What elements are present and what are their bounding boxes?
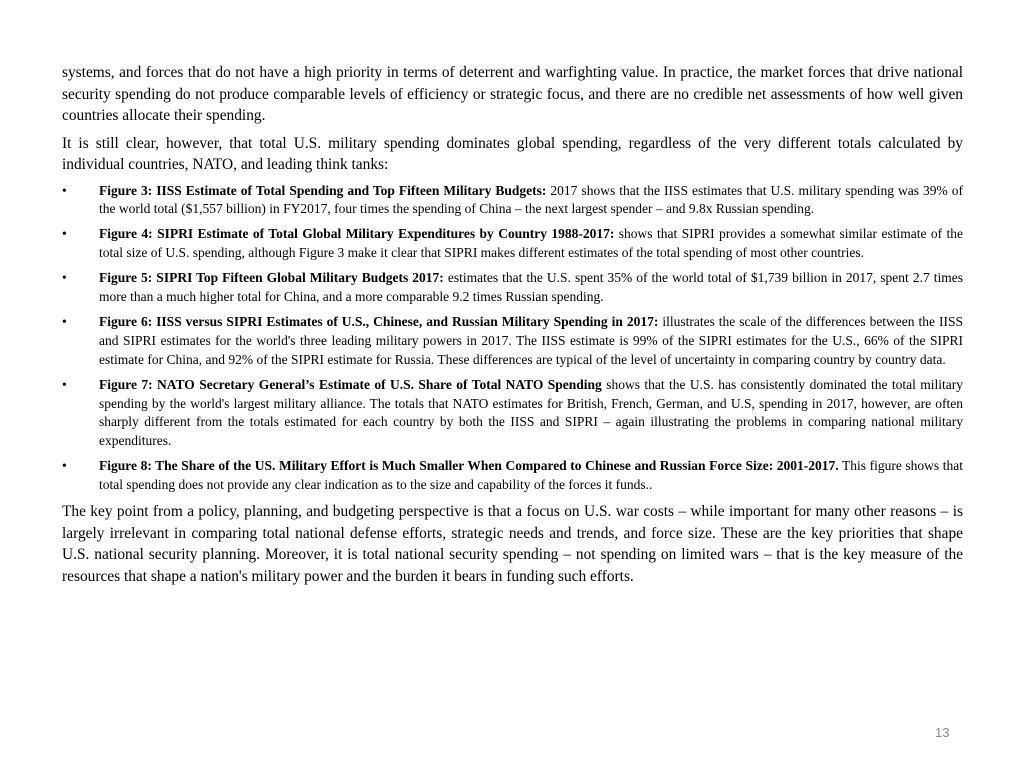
bullet-text: shows that the U.S. has consistently dominated the total military spending by the world's largest military alliance. The totals that NATO estimates for British, French, German, and U.S, spending in 2017, however, are often sharply different from the totals estimated for each country by both the IISS and SIPRI – again illustrating the problems in comparing national military expenditures. — [99, 376, 963, 449]
bullet-title: Figure 4: SIPRI Estimate of Total Global Military Expenditures by Country 1988-2017: — [99, 226, 615, 242]
bullet-text: illustrates the scale of the differences between the IISS and SIPRI estimates for the world's three leading military powers in 2017. The IISS estimate is 99% of the SIPRI estimates for the U.S., 66% of the SIPRI estimate for China, and 92% of the SIPRI estimate for Russia. These differences are typical of the level of uncertainty in comparing country by country data. — [99, 313, 963, 367]
bullet-dot-icon: • — [62, 313, 67, 329]
bullet-figure-8 — [62, 457, 963, 495]
bullet-title: Figure 5: SIPRI Top Fifteen Global Military Budgets 2017: — [99, 270, 444, 286]
bullet-dot-icon: • — [62, 182, 67, 198]
bullet-figure-3 — [62, 182, 963, 220]
paragraph-us-dominance: It is still clear, however, that total U.S. military spending dominates global spending, regardless of the very different totals calculated by individual countries, NATO, and leading think tanks: — [62, 134, 963, 173]
bullet-title: Figure 3: IISS Estimate of Total Spending and Top Fifteen Military Budgets: — [99, 182, 547, 198]
bullet-figure-5 — [62, 269, 963, 307]
bullet-figure-4 — [62, 225, 963, 263]
bullet-dot-icon: • — [62, 226, 67, 242]
figure-bullet-list — [62, 182, 963, 496]
bullet-text: This figure shows that total spending does not provide any clear indication as to the size and capability of the forces it funds.. — [99, 458, 963, 493]
paragraph-intro: systems, and forces that do not have a high priority in terms of deterrent and warfighting value. In practice, the market forces that drive national security spending do not produce comparable levels of efficiency or strategic focus, and there are no credible net assessments of how well given countries allocate their spending. — [62, 64, 963, 124]
bullet-dot-icon: • — [62, 270, 67, 286]
bullet-dot-icon: • — [62, 458, 67, 474]
bullet-text: 2017 shows that the IISS estimates that U.S. military spending was 39% of the world total ($1,557 billion) in FY2017, four times the spending of China – the next largest spender – and 9.8x Russian spending. — [99, 182, 964, 217]
bullet-figure-7 — [62, 376, 963, 452]
bullet-text: estimates that the U.S. spent 35% of the world total of $1,739 billion in 2017, spent 2.7 times more than a much higher total for China, and a more comparable 9.2 times Russian spending. — [99, 270, 963, 305]
bullet-title: Figure 6: IISS versus SIPRI Estimates of U.S., Chinese, and Russian Military Spending in 2017: — [99, 313, 659, 329]
document-page — [62, 62, 963, 593]
bullet-title: Figure 7: NATO Secretary General’s Estimate of U.S. Share of Total NATO Spending — [99, 376, 602, 392]
bullet-title: Figure 8: The Share of the US. Military Effort is Much Smaller When Compared to Chinese and Russian Force Size: 2001-2017. — [99, 458, 839, 474]
bullet-figure-6 — [62, 313, 963, 370]
page-number: 13 — [935, 725, 950, 740]
bullet-text: shows that SIPRI provides a somewhat similar estimate of the total size of U.S. spending, although Figure 3 make it clear that SIPRI makes different estimates of the total spending of most other countries. — [99, 226, 964, 261]
paragraph-key-point: The key point from a policy, planning, and budgeting perspective is that a focus on U.S. war costs – while important for many other reasons – is largely irrelevant in comparing total national defense efforts, strategic needs and trends, and force size. These are the key priorities that shape U.S. national security planning. Moreover, it is total national security spending – not spending on limited wars – that is the key measure of the resources that shape a nation's military power and the burden it bears in funding such efforts. — [62, 503, 963, 585]
bullet-dot-icon: • — [62, 376, 67, 392]
